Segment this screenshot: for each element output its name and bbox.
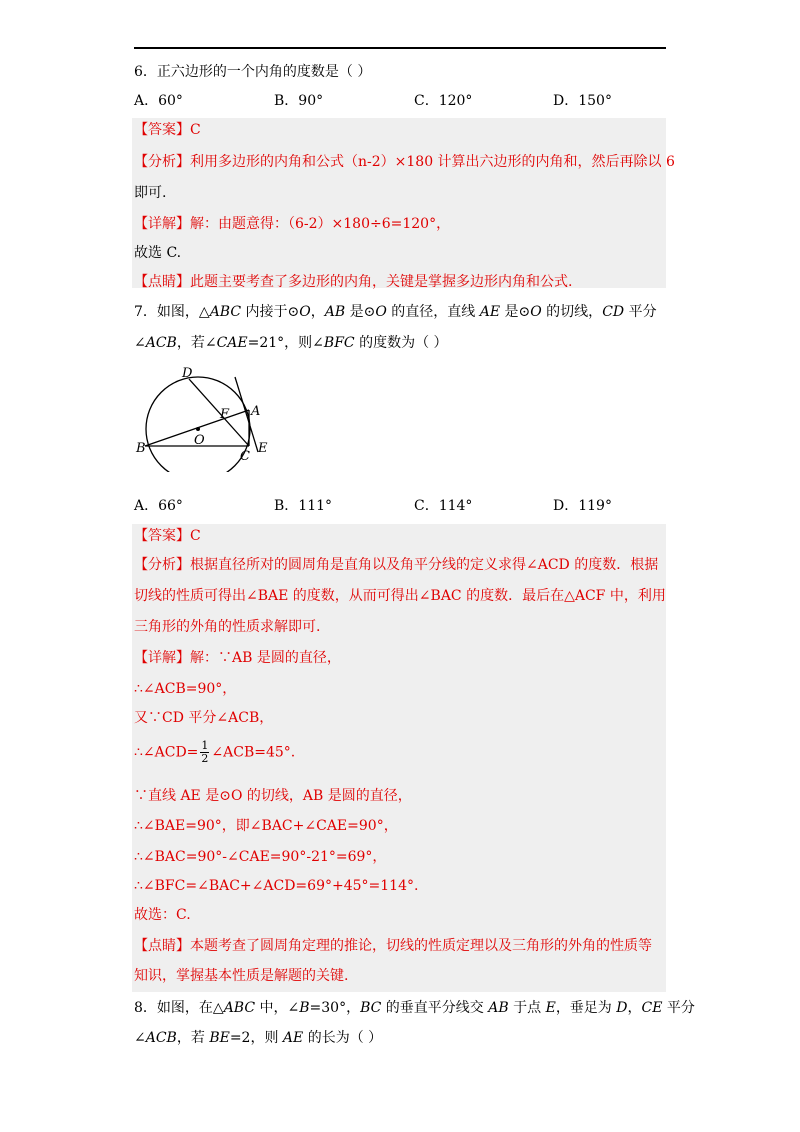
q6-analysis-line1: 【分析】利用多边形的内角和公式（n-2）×180 计算出六边形的内角和，然后再除以 6 xyxy=(134,154,675,170)
q7-detail-line5: ∵直线 AE 是⊙O 的切线，AB 是圆的直径， xyxy=(134,788,412,804)
q6-option-c: C．120° xyxy=(414,93,473,109)
q7-analysis-line3: 三角形的外角的性质求解即可. xyxy=(134,619,321,635)
figure-label-d: D xyxy=(182,366,193,381)
q7-stem-line1: 7．如图，△ABC 内接于⊙O，AB 是⊙O 的直径，直线 AE 是⊙O 的切线，CD 平分 xyxy=(134,304,657,320)
q7-option-d: D．119° xyxy=(553,498,612,514)
q7-detail-line4: ∴∠ACD= $\frac{1}{2}$ ∠ACB=45°. xyxy=(134,739,296,765)
figure-label-b: B xyxy=(136,441,146,456)
q7-detail-line3: 又∵CD 平分∠ACB， xyxy=(134,710,274,726)
q6-solution-panel xyxy=(132,118,666,288)
circle-geometry-figure xyxy=(134,362,274,472)
figure-label-e: E xyxy=(258,441,268,456)
q6-option-a: A．60° xyxy=(134,93,183,109)
fraction-one-half: $\frac{1}{2}$ xyxy=(201,739,209,765)
q7-detail-line7: ∴∠BAC=90°-∠CAE=90°-21°=69°， xyxy=(134,849,387,865)
q6-detail-line1: 【详解】解：由题意得：（6-2）×180÷6=120°， xyxy=(134,216,451,232)
q7-answer: 【答案】C xyxy=(134,528,201,544)
q6-detail-line2: 故选 C. xyxy=(134,245,182,261)
q6-answer: 【答案】C xyxy=(134,122,201,138)
q6-option-b: B．90° xyxy=(274,93,324,109)
q6-option-d: D．150° xyxy=(553,93,612,109)
q7-detail-line8: ∴∠BFC=∠BAC+∠ACD=69°+45°=114°. xyxy=(134,878,419,894)
q7-option-a: A．66° xyxy=(134,498,183,514)
q7-detail-line9: 故选：C. xyxy=(134,907,191,923)
q6-analysis-line2: 即可. xyxy=(134,185,167,201)
q7-analysis-line1: 【分析】根据直径所对的圆周角是直角以及角平分线的定义求得∠ACD 的度数．根据 xyxy=(134,557,659,573)
q7-comment-line1: 【点睛】本题考查了圆周角定理的推论，切线的性质定理以及三角形的外角的性质等 xyxy=(134,938,652,954)
q7-comment-line2: 知识，掌握基本性质是解题的关键. xyxy=(134,968,349,984)
q7-option-c: C．114° xyxy=(414,498,473,514)
q6-stem: 6．正六边形的一个内角的度数是（ ） xyxy=(134,64,372,80)
q7-detail-line6: ∴∠BAE=90°，即∠BAC+∠CAE=90°， xyxy=(134,818,398,834)
q7-analysis-line2: 切线的性质可得出∠BAE 的度数，从而可得出∠BAC 的度数．最后在△ACF 中，利用 xyxy=(134,588,666,604)
center-point-o xyxy=(196,427,200,431)
q7-stem-line2: ∠ACB，若∠CAE=21°，则∠BFC 的度数为（ ） xyxy=(134,335,448,351)
q6-comment: 【点睛】此题主要考查了多边形的内角，关键是掌握多边形内角和公式. xyxy=(134,274,573,290)
figure-label-o: O xyxy=(194,433,205,448)
q7-detail-line1: 【详解】解：∵AB 是圆的直径， xyxy=(134,650,341,666)
figure-label-f: F xyxy=(220,407,230,422)
q8-stem-line1: 8．如图，在△ABC 中，∠B=30°，BC 的垂直平分线交 AB 于点 E，垂足为 D，CE 平分 xyxy=(134,1000,695,1016)
figure-label-c: C xyxy=(240,449,250,464)
q7-detail-line2: ∴∠ACB=90°， xyxy=(134,681,237,697)
q7-option-b: B．111° xyxy=(274,498,333,514)
figure-label-a: A xyxy=(251,404,261,419)
q8-stem-line2: ∠ACB，若 BE=2，则 AE 的长为（ ） xyxy=(134,1030,383,1046)
circle-o xyxy=(146,377,250,472)
header-rule xyxy=(134,47,666,49)
